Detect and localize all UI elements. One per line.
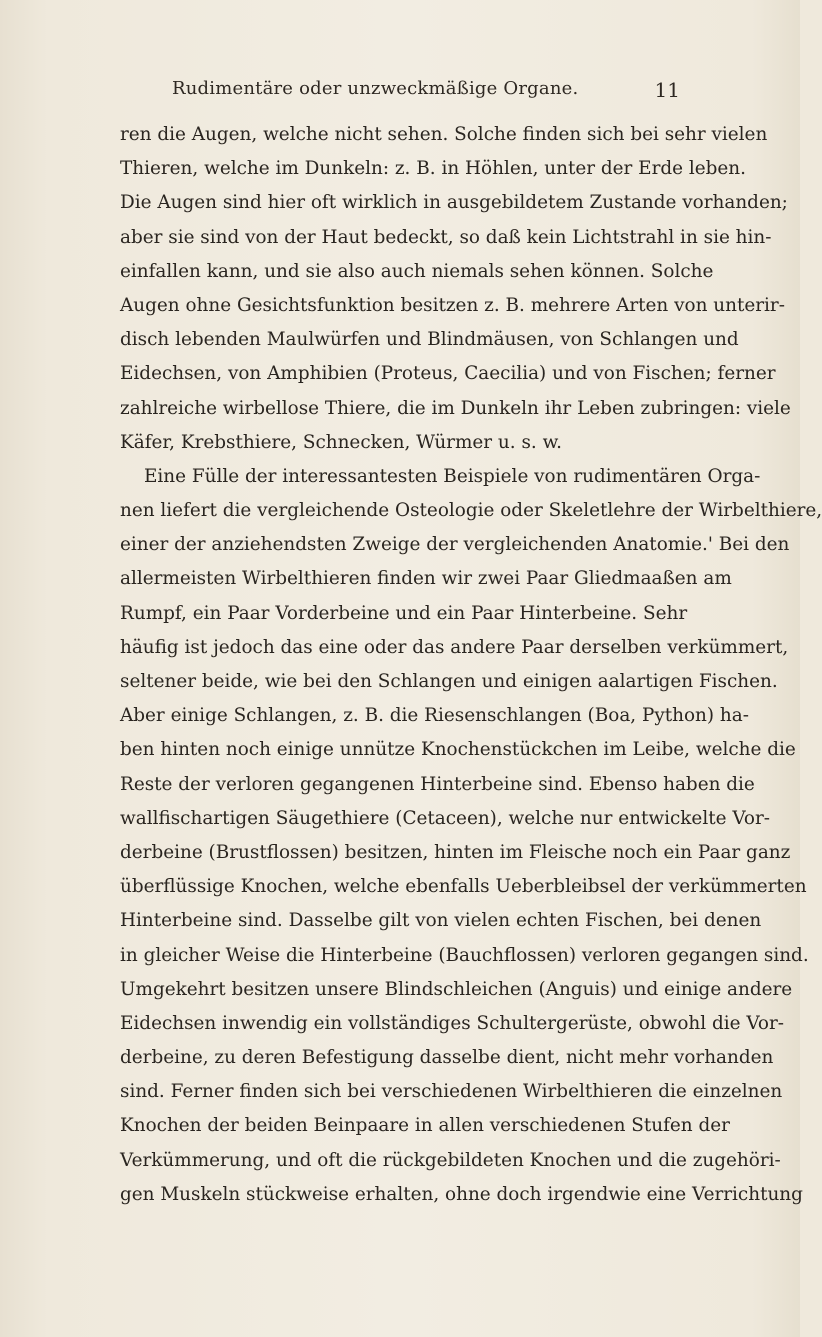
text-line: einer der anziehendsten Zweige der vergleichenden Anatomie.' Bei den <box>120 534 790 556</box>
text-line: Reste der verloren gegangenen Hinterbeine sind. Ebenso haben die <box>120 773 755 795</box>
text-line: ren die Augen, welche nicht sehen. Solche finden sich bei sehr vielen <box>120 124 768 145</box>
text-line: Hinterbeine sind. Dasselbe gilt von vielen echten Fischen, bei denen <box>120 910 762 932</box>
text-line: zahlreiche wirbellose Thiere, die im Dunkeln ihr Leben zubringen: viele <box>120 397 791 419</box>
text-line: Aber einige Schlangen, z. B. die Riesenschlangen (Boa, Python) ha- <box>120 705 749 727</box>
text-line: Käfer, Krebsthiere, Schnecken, Würmer u. s. w. <box>120 431 563 453</box>
text-line: derbeine (Brustflossen) besitzen, hinten im Fleische noch ein Paar ganz <box>120 841 791 863</box>
text-line: Thieren, welche im Dunkeln: z. B. in Höhlen, unter der Erde leben. <box>120 158 746 180</box>
page-number: 11 <box>654 78 680 102</box>
text-line: häufig ist jedoch das eine oder das andere Paar derselben verkümmert, <box>120 636 789 658</box>
page-header <box>120 78 680 108</box>
text-line: wallfischartigen Säugethiere (Cetaceen), welche nur entwickelte Vor- <box>120 807 770 829</box>
text-line: Eine Fülle der interessantesten Beispiele von rudimentären Orga- <box>144 465 761 487</box>
text-line: Knochen der beiden Beinpaare in allen verschiedenen Stufen der <box>120 1115 730 1137</box>
text-line: einfallen kann, und sie also auch niemals sehen können. Solche <box>120 260 714 282</box>
text-line: aber sie sind von der Haut bedeckt, so daß kein Lichtstrahl in sie hin- <box>120 226 772 248</box>
text-line: nen liefert die vergleichende Osteologie oder Skeletlehre der Wirbelthiere, <box>120 500 822 522</box>
text-line: Rumpf, ein Paar Vorderbeine und ein Paar Hinterbeine. Sehr <box>120 602 688 624</box>
text-line: überflüssige Knochen, welche ebenfalls Ueberbleibsel der verkümmerten <box>120 876 807 898</box>
text-line: sind. Ferner finden sich bei verschiedenen Wirbelthieren die einzelnen <box>120 1081 783 1103</box>
text-line: disch lebenden Maulwürfen und Blindmäusen, von Schlangen und <box>120 329 739 351</box>
running-head: Rudimentäre oder unzweckmäßige Organe. <box>172 78 579 99</box>
text-line: gen Muskeln stückweise erhalten, ohne doch irgendwie eine Verrichtung <box>120 1183 803 1205</box>
text-line: derbeine, zu deren Befestigung dasselbe dient, nicht mehr vorhanden <box>120 1047 774 1069</box>
text-line: in gleicher Weise die Hinterbeine (Bauchflossen) verloren gegangen sind. <box>120 944 809 966</box>
text-line: seltener beide, wie bei den Schlangen und einigen aalartigen Fischen. <box>120 671 778 692</box>
text-line: Die Augen sind hier oft wirklich in ausgebildetem Zustande vorhanden; <box>120 192 788 214</box>
text-line: Augen ohne Gesichtsfunktion besitzen z. B. mehrere Arten von unterir- <box>120 294 785 316</box>
body-text <box>120 118 822 1212</box>
text-line: Eidechsen inwendig ein vollständiges Schultergerüste, obwohl die Vor- <box>120 1012 785 1034</box>
text-line: Eidechsen, von Amphibien (Proteus, Caecilia) und von Fischen; ferner <box>120 363 776 385</box>
text-line: Umgekehrt besitzen unsere Blindschleichen (Anguis) und einige andere <box>120 978 793 1000</box>
text-line: ben hinten noch einige unnütze Knochenstückchen im Leibe, welche die <box>120 739 796 761</box>
text-line: Verkümmerung, und oft die rückgebildeten Knochen und die zugehöri- <box>120 1149 781 1171</box>
text-line: allermeisten Wirbelthieren finden wir zwei Paar Gliedmaaßen am <box>120 568 732 590</box>
